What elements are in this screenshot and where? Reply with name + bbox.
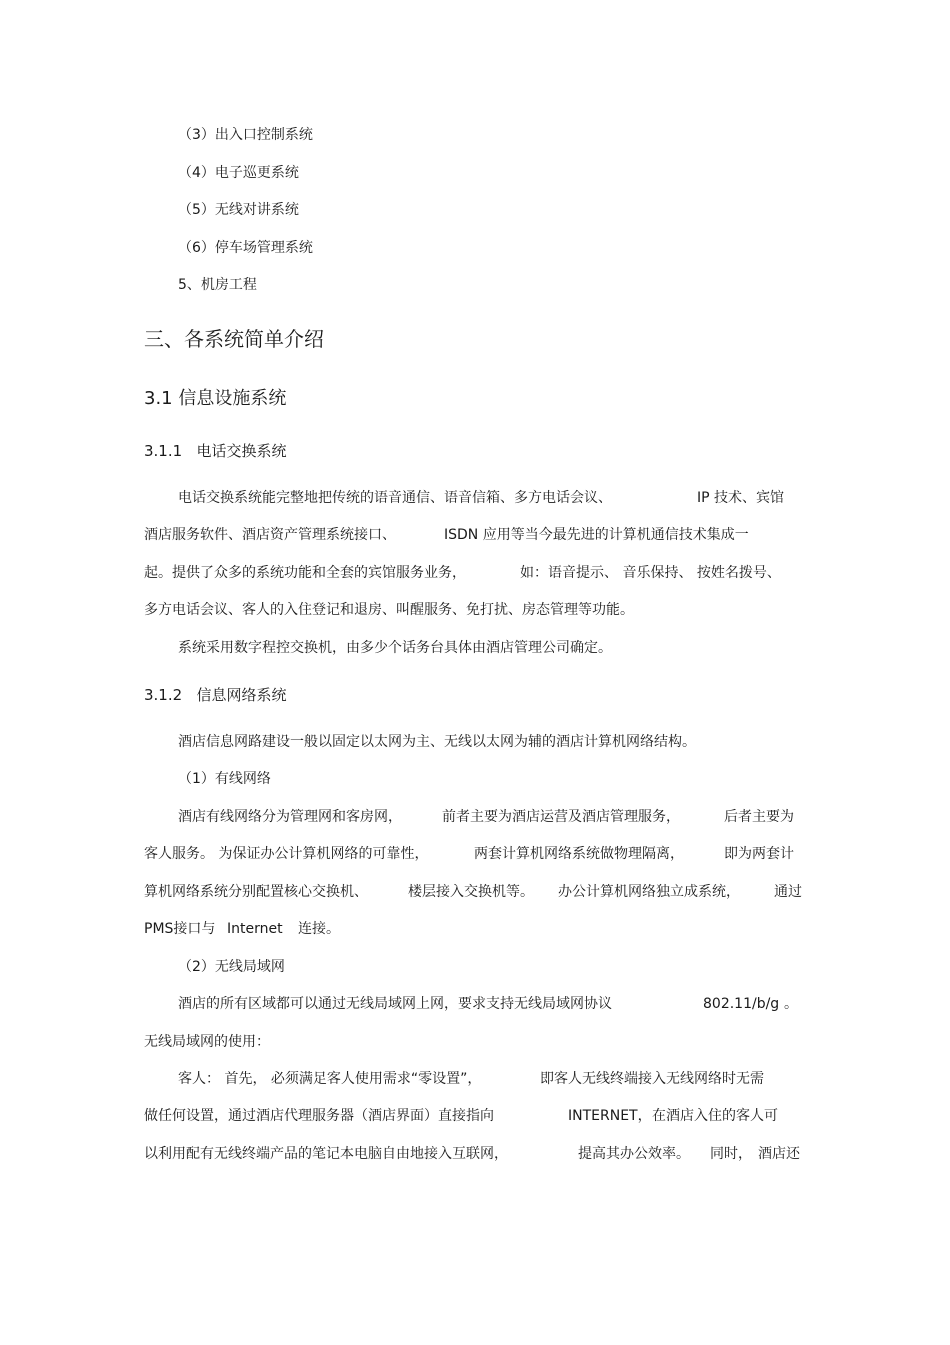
text-segment: 客人： 首先， 必须满足客人使用需求“零设置”，: [178, 1071, 482, 1087]
text-segment: Internet: [227, 921, 283, 937]
list-item-6: （6）停车场管理系统: [178, 240, 313, 256]
paragraph: 酒店信息网路建设一般以固定以太网为主、无线以太网为辅的酒店计算机网络结构。: [178, 734, 696, 750]
text-segment: 通过: [774, 884, 802, 900]
subheading-wired: （1）有线网络: [178, 771, 271, 787]
text-segment: 同时，: [710, 1146, 752, 1162]
heading-3-1-2: [144, 685, 287, 705]
text-segment: PMS接口与: [144, 921, 216, 937]
text-segment: 电话交换系统能完整地把传统的语音通信、语音信箱、多方电话会议、: [178, 490, 612, 506]
text-segment: 酒店有线网络分为管理网和客房网，: [178, 809, 402, 825]
text-segment: 两套计算机网络系统做物理隔离，: [474, 846, 684, 862]
heading-section-three: 三、各系统简单介绍: [144, 327, 324, 351]
heading-3-1: 3.1 信息设施系统: [144, 388, 287, 409]
text-segment: 如：语音提示、 音乐保持、 按姓名拨号、: [520, 565, 781, 581]
text-segment: IP 技术、宾馆: [697, 490, 785, 506]
list-item-3: （3）出入口控制系统: [178, 127, 313, 143]
text-segment: 算机网络系统分别配置核心交换机、: [144, 884, 368, 900]
text-segment: 楼层接入交换机等。: [408, 884, 534, 900]
text-segment: ISDN 应用等当今最先进的计算机通信技术集成一: [444, 527, 749, 543]
list-item-4: （4）电子巡更系统: [178, 165, 299, 181]
heading-title: 信息网络系统: [196, 686, 287, 704]
paragraph: 系统采用数字程控交换机，由多少个话务台具体由酒店管理公司确定。: [178, 640, 612, 656]
list-item-machine-room: 5、机房工程: [178, 277, 257, 293]
text-segment: 客人服务。 为保证办公计算机网络的可靠性，: [144, 846, 429, 862]
text-segment: 前者主要为酒店运营及酒店管理服务，: [442, 809, 680, 825]
paragraph-line: 多方电话会议、客人的入住登记和退房、叫醒服务、免打扰、房态管理等功能。: [144, 602, 634, 618]
text-segment: 后者主要为: [724, 809, 794, 825]
text-segment: 酒店服务软件、酒店资产管理系统接口、: [144, 527, 396, 543]
heading-title: 电话交换系统: [196, 442, 287, 460]
text-segment: 办公计算机网络独立成系统，: [558, 884, 740, 900]
text-segment: 即客人无线终端接入无线网络时无需: [540, 1071, 764, 1087]
text-segment: 酒店还: [758, 1146, 800, 1162]
text-segment: 即为两套计: [724, 846, 794, 862]
heading-number: 3.1.1: [144, 442, 183, 460]
text-segment: 802.11/b/g: [703, 996, 780, 1012]
paragraph-line: 无线局域网的使用：: [144, 1034, 270, 1050]
text-segment: 起。提供了众多的系统功能和全套的宾馆服务业务，: [144, 565, 466, 581]
subheading-wireless: （2）无线局域网: [178, 959, 285, 975]
text-segment: 提高其办公效率。: [578, 1146, 690, 1162]
list-item-5: （5）无线对讲系统: [178, 202, 299, 218]
heading-number: 3.1.2: [144, 686, 183, 704]
text-segment: 。: [784, 996, 798, 1012]
text-segment: 酒店的所有区域都可以通过无线局域网上网，要求支持无线局域网协议: [178, 996, 612, 1012]
text-segment: 连接。: [298, 921, 340, 937]
text-segment: 在酒店入住的客人可: [652, 1108, 778, 1124]
text-segment: 以利用配有无线终端产品的笔记本电脑自由地接入互联网，: [144, 1146, 508, 1162]
text-segment: INTERNET，: [568, 1108, 652, 1124]
text-segment: 做任何设置，通过酒店代理服务器（酒店界面）直接指向: [144, 1108, 494, 1124]
heading-3-1-1: [144, 441, 287, 461]
